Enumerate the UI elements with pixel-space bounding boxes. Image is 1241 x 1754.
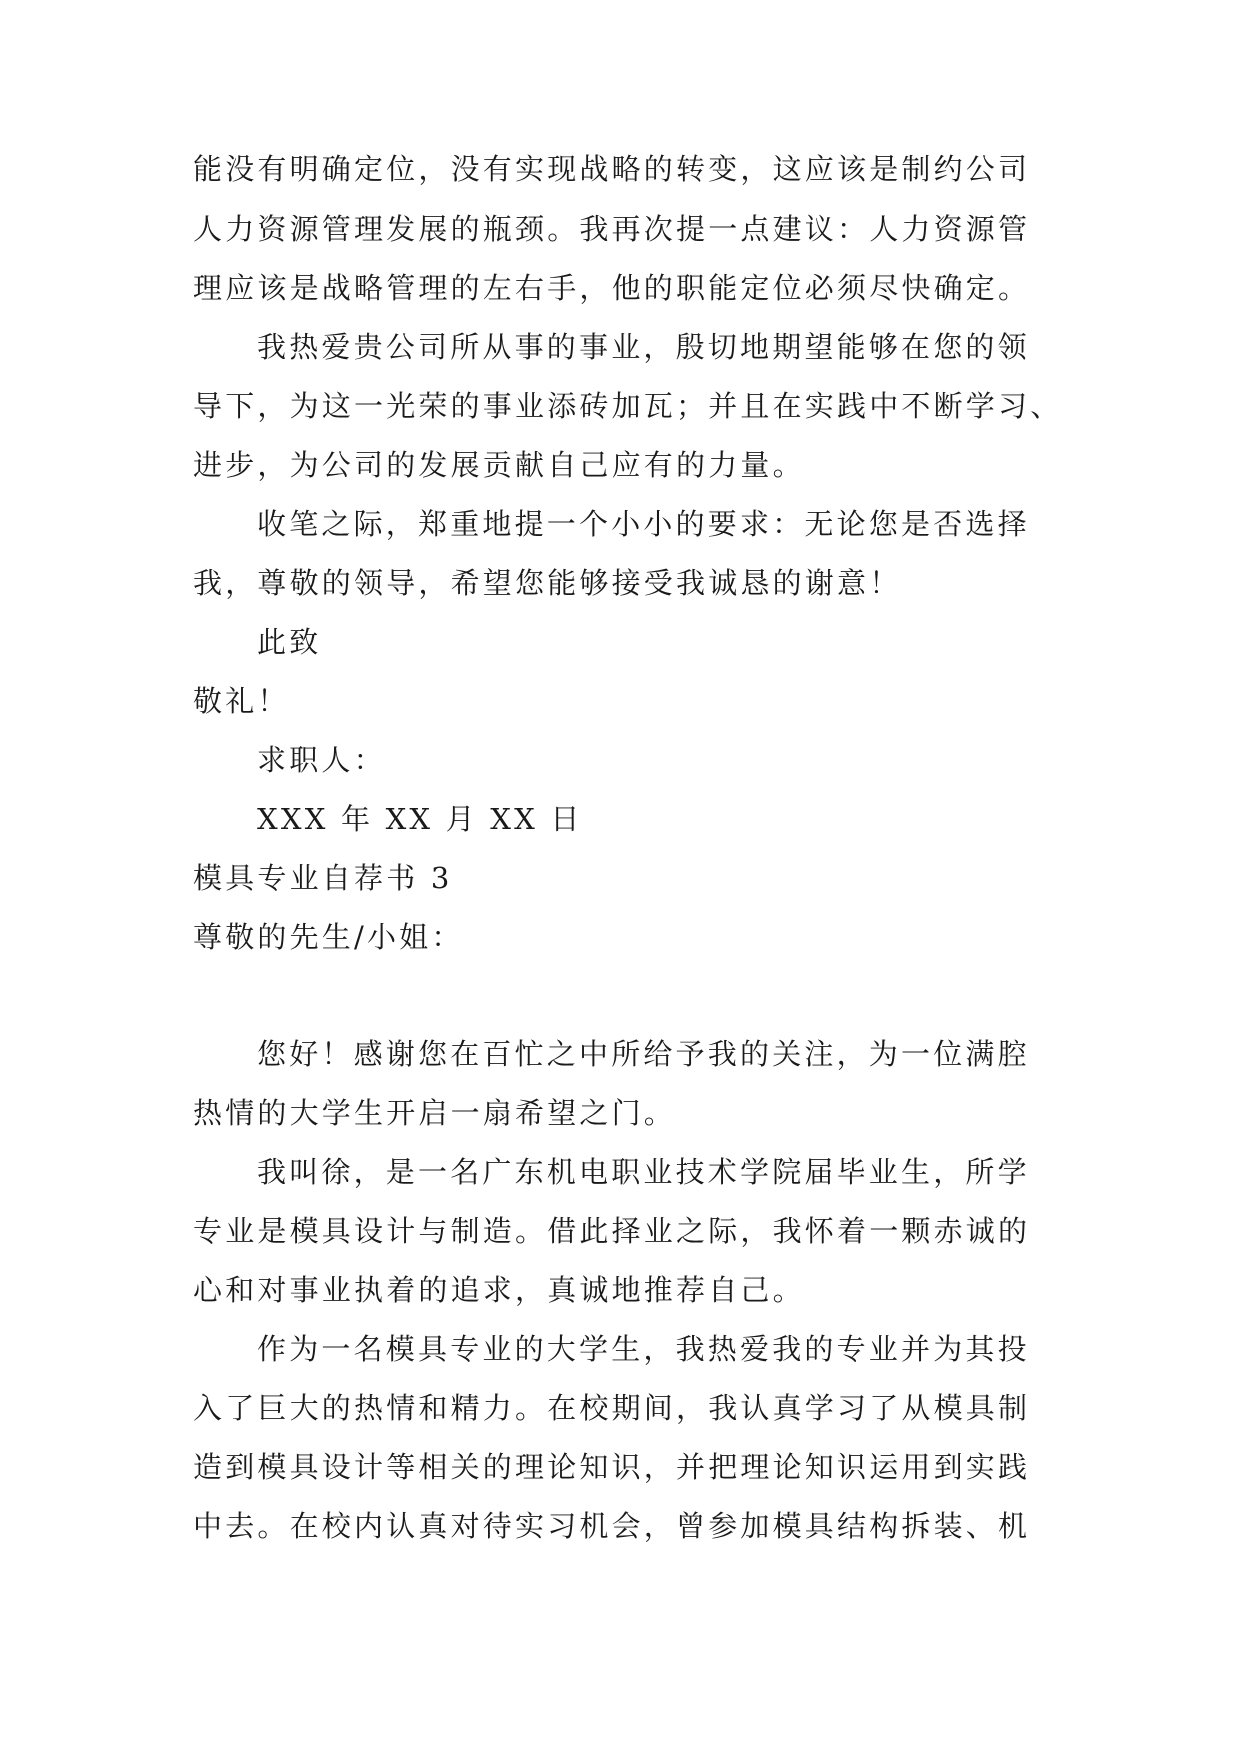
date-line: XXX 年 XX 月 XX 日 xyxy=(257,802,583,836)
body-line: 热情的大学生开启一扇希望之门。 xyxy=(193,1096,677,1130)
body-line: 进步，为公司的发展贡献自己应有的力量。 xyxy=(193,448,805,482)
body-line: 能没有明确定位，没有实现战略的转变，这应该是制约公司 xyxy=(193,152,1031,186)
signature-label: 求职人： xyxy=(257,743,386,777)
paragraph-start-line: 我热爱贵公司所从事的事业，殷切地期望能够在您的领 xyxy=(257,330,1030,364)
body-line: 中去。在校内认真对待实习机会，曾参加模具结构拆装、机 xyxy=(193,1509,1031,1543)
body-line: 我，尊敬的领导，希望您能够接受我诚恳的谢意！ xyxy=(193,566,902,600)
closing-regards: 敬礼！ xyxy=(193,684,290,718)
body-line: 心和对事业执着的追求，真诚地推荐自己。 xyxy=(193,1273,805,1307)
body-line: 人力资源管理发展的瓶颈。我再次提一点建议：人力资源管 xyxy=(193,212,1031,246)
paragraph-start-line: 收笔之际，郑重地提一个小小的要求：无论您是否选择 xyxy=(257,507,1030,541)
paragraph-start-line: 您好！感谢您在百忙之中所给予我的关注，为一位满腔 xyxy=(257,1037,1030,1071)
greeting-line: 尊敬的先生/小姐： xyxy=(193,920,464,954)
body-line: 入了巨大的热情和精力。在校期间，我认真学习了从模具制 xyxy=(193,1391,1031,1425)
paragraph-start-line: 我叫徐，是一名广东机电职业技术学院届毕业生，所学 xyxy=(257,1155,1030,1189)
section-title: 模具专业自荐书 3 xyxy=(193,861,453,895)
closing-salutation: 此致 xyxy=(257,625,322,659)
paragraph-start-line: 作为一名模具专业的大学生，我热爱我的专业并为其投 xyxy=(257,1332,1030,1366)
body-line: 造到模具设计等相关的理论知识，并把理论知识运用到实践 xyxy=(193,1450,1031,1484)
body-line: 理应该是战略管理的左右手，他的职能定位必须尽快确定。 xyxy=(193,271,1031,305)
body-line: 导下，为这一光荣的事业添砖加瓦；并且在实践中不断学习、 xyxy=(193,389,1063,423)
body-line: 专业是模具设计与制造。借此择业之际，我怀着一颗赤诚的 xyxy=(193,1214,1031,1248)
